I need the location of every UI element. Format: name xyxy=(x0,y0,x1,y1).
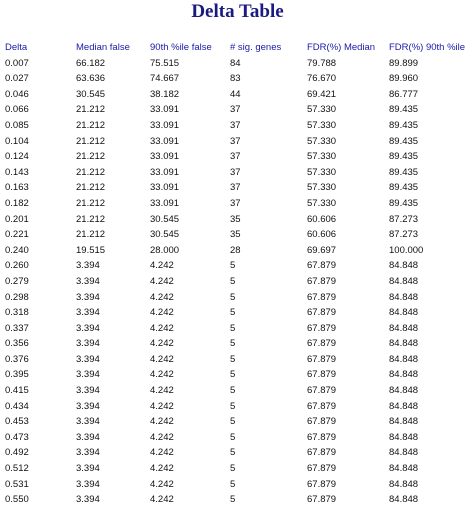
cell-delta: 0.550 xyxy=(5,494,29,506)
cell-90th-false: 33.091 xyxy=(150,182,180,194)
table-row xyxy=(5,134,475,150)
cell-median-false: 3.394 xyxy=(76,353,100,365)
column-header-fdr-90th: FDR(%) 90th %ile xyxy=(389,42,466,53)
table-row xyxy=(5,383,475,399)
cell-fdr-90th: 84.848 xyxy=(389,260,419,272)
cell-median-false: 3.394 xyxy=(76,400,100,412)
cell-median-false: 3.394 xyxy=(76,307,100,319)
cell-sig-genes: 5 xyxy=(230,416,236,428)
cell-90th-false: 33.091 xyxy=(150,166,180,178)
table-row xyxy=(5,227,475,243)
cell-median-false: 3.394 xyxy=(76,416,100,428)
cell-fdr-90th: 87.273 xyxy=(389,213,419,225)
cell-90th-false: 4.242 xyxy=(150,494,174,506)
table-row xyxy=(5,290,475,306)
cell-90th-false: 4.242 xyxy=(150,369,174,381)
cell-delta: 0.124 xyxy=(5,151,29,163)
table-row xyxy=(5,445,475,461)
cell-90th-false: 4.242 xyxy=(150,275,174,287)
cell-fdr-median: 57.330 xyxy=(307,104,337,116)
cell-sig-genes: 5 xyxy=(230,260,236,272)
column-header-median-false: Median false xyxy=(76,42,130,53)
cell-median-false: 3.394 xyxy=(76,385,100,397)
cell-delta: 0.143 xyxy=(5,166,29,178)
cell-fdr-median: 76.670 xyxy=(307,73,337,85)
cell-median-false: 3.394 xyxy=(76,369,100,381)
cell-delta: 0.473 xyxy=(5,431,29,443)
cell-fdr-median: 67.879 xyxy=(307,322,337,334)
cell-median-false: 3.394 xyxy=(76,431,100,443)
cell-delta: 0.104 xyxy=(5,135,29,147)
table-row xyxy=(5,399,475,415)
table-row xyxy=(5,274,475,290)
cell-sig-genes: 37 xyxy=(230,135,241,147)
delta-table xyxy=(5,40,475,508)
cell-fdr-90th: 84.848 xyxy=(389,275,419,287)
cell-median-false: 66.182 xyxy=(76,57,106,69)
cell-fdr-median: 79.788 xyxy=(307,57,337,69)
cell-90th-false: 33.091 xyxy=(150,197,180,209)
cell-median-false: 21.212 xyxy=(76,151,106,163)
table-row xyxy=(5,352,475,368)
cell-fdr-90th: 100.000 xyxy=(389,244,424,256)
cell-fdr-median: 67.879 xyxy=(307,275,337,287)
cell-fdr-90th: 84.848 xyxy=(389,291,419,303)
cell-delta: 0.531 xyxy=(5,478,29,490)
cell-90th-false: 4.242 xyxy=(150,291,174,303)
cell-fdr-median: 67.879 xyxy=(307,463,337,475)
table-row xyxy=(5,336,475,352)
table-row xyxy=(5,321,475,337)
cell-delta: 0.260 xyxy=(5,260,29,272)
table-row xyxy=(5,180,475,196)
cell-sig-genes: 35 xyxy=(230,229,241,241)
cell-fdr-median: 67.879 xyxy=(307,307,337,319)
cell-median-false: 19.515 xyxy=(76,244,106,256)
cell-fdr-median: 67.879 xyxy=(307,385,337,397)
cell-fdr-median: 69.697 xyxy=(307,244,337,256)
cell-fdr-90th: 87.273 xyxy=(389,229,419,241)
cell-median-false: 21.212 xyxy=(76,135,106,147)
cell-median-false: 21.212 xyxy=(76,104,106,116)
cell-fdr-median: 67.879 xyxy=(307,353,337,365)
cell-sig-genes: 5 xyxy=(230,322,236,334)
cell-fdr-90th: 84.848 xyxy=(389,369,419,381)
table-row xyxy=(5,414,475,430)
cell-delta: 0.318 xyxy=(5,307,29,319)
column-header-delta: Delta xyxy=(5,42,28,53)
cell-fdr-median: 57.330 xyxy=(307,151,337,163)
cell-median-false: 3.394 xyxy=(76,463,100,475)
cell-fdr-90th: 86.777 xyxy=(389,88,419,100)
cell-90th-false: 4.242 xyxy=(150,416,174,428)
cell-fdr-median: 67.879 xyxy=(307,494,337,506)
cell-90th-false: 4.242 xyxy=(150,447,174,459)
cell-fdr-90th: 89.899 xyxy=(389,57,419,69)
cell-fdr-90th: 84.848 xyxy=(389,385,419,397)
table-row xyxy=(5,258,475,274)
table-row xyxy=(5,305,475,321)
cell-delta: 0.279 xyxy=(5,275,29,287)
cell-delta: 0.453 xyxy=(5,416,29,428)
cell-sig-genes: 37 xyxy=(230,119,241,131)
cell-90th-false: 74.667 xyxy=(150,73,180,85)
table-row xyxy=(5,492,475,508)
cell-sig-genes: 35 xyxy=(230,213,241,225)
cell-90th-false: 30.545 xyxy=(150,229,180,241)
cell-fdr-median: 57.330 xyxy=(307,182,337,194)
cell-median-false: 21.212 xyxy=(76,197,106,209)
cell-delta: 0.201 xyxy=(5,213,29,225)
cell-delta: 0.512 xyxy=(5,463,29,475)
table-row xyxy=(5,56,475,72)
cell-fdr-median: 67.879 xyxy=(307,369,337,381)
cell-delta: 0.221 xyxy=(5,229,29,241)
cell-fdr-90th: 89.435 xyxy=(389,104,419,116)
cell-fdr-median: 67.879 xyxy=(307,416,337,428)
table-row xyxy=(5,87,475,103)
cell-90th-false: 4.242 xyxy=(150,353,174,365)
cell-90th-false: 4.242 xyxy=(150,478,174,490)
cell-fdr-90th: 89.435 xyxy=(389,135,419,147)
cell-fdr-median: 67.879 xyxy=(307,260,337,272)
cell-fdr-median: 67.879 xyxy=(307,478,337,490)
cell-median-false: 30.545 xyxy=(76,88,106,100)
cell-median-false: 3.394 xyxy=(76,291,100,303)
cell-sig-genes: 5 xyxy=(230,338,236,350)
cell-90th-false: 28.000 xyxy=(150,244,180,256)
cell-fdr-90th: 89.435 xyxy=(389,119,419,131)
cell-median-false: 3.394 xyxy=(76,275,100,287)
cell-delta: 0.240 xyxy=(5,244,29,256)
cell-sig-genes: 83 xyxy=(230,73,241,85)
column-header-90th-false: 90th %ile false xyxy=(150,42,212,53)
cell-delta: 0.163 xyxy=(5,182,29,194)
cell-fdr-median: 67.879 xyxy=(307,338,337,350)
cell-sig-genes: 28 xyxy=(230,244,241,256)
cell-sig-genes: 5 xyxy=(230,369,236,381)
cell-fdr-90th: 89.960 xyxy=(389,73,419,85)
cell-90th-false: 4.242 xyxy=(150,260,174,272)
cell-fdr-median: 57.330 xyxy=(307,197,337,209)
cell-delta: 0.356 xyxy=(5,338,29,350)
cell-delta: 0.337 xyxy=(5,322,29,334)
cell-90th-false: 33.091 xyxy=(150,104,180,116)
column-header-sig-genes: # sig. genes xyxy=(230,42,282,53)
page-title: Delta Table xyxy=(191,1,284,22)
cell-median-false: 3.394 xyxy=(76,338,100,350)
cell-fdr-90th: 89.435 xyxy=(389,151,419,163)
table-row xyxy=(5,165,475,181)
cell-median-false: 21.212 xyxy=(76,213,106,225)
cell-median-false: 21.212 xyxy=(76,166,106,178)
column-header-fdr-median: FDR(%) Median xyxy=(307,42,376,53)
cell-fdr-median: 69.421 xyxy=(307,88,337,100)
cell-sig-genes: 37 xyxy=(230,197,241,209)
cell-fdr-median: 67.879 xyxy=(307,447,337,459)
cell-90th-false: 33.091 xyxy=(150,151,180,163)
cell-delta: 0.376 xyxy=(5,353,29,365)
cell-sig-genes: 37 xyxy=(230,166,241,178)
cell-sig-genes: 5 xyxy=(230,431,236,443)
cell-fdr-90th: 84.848 xyxy=(389,494,419,506)
cell-90th-false: 30.545 xyxy=(150,213,180,225)
cell-90th-false: 75.515 xyxy=(150,57,180,69)
cell-fdr-median: 67.879 xyxy=(307,431,337,443)
table-body xyxy=(5,56,475,508)
cell-fdr-median: 57.330 xyxy=(307,119,337,131)
cell-90th-false: 4.242 xyxy=(150,322,174,334)
cell-delta: 0.046 xyxy=(5,88,29,100)
cell-fdr-90th: 84.848 xyxy=(389,463,419,475)
cell-median-false: 3.394 xyxy=(76,478,100,490)
cell-sig-genes: 5 xyxy=(230,291,236,303)
cell-fdr-90th: 84.848 xyxy=(389,400,419,412)
table-row xyxy=(5,71,475,87)
cell-90th-false: 33.091 xyxy=(150,119,180,131)
cell-fdr-90th: 84.848 xyxy=(389,338,419,350)
table-row xyxy=(5,196,475,212)
cell-90th-false: 4.242 xyxy=(150,338,174,350)
cell-sig-genes: 5 xyxy=(230,463,236,475)
cell-90th-false: 4.242 xyxy=(150,463,174,475)
cell-fdr-90th: 84.848 xyxy=(389,478,419,490)
cell-delta: 0.085 xyxy=(5,119,29,131)
cell-delta: 0.395 xyxy=(5,369,29,381)
table-row xyxy=(5,461,475,477)
cell-fdr-median: 60.606 xyxy=(307,213,337,225)
cell-delta: 0.492 xyxy=(5,447,29,459)
cell-sig-genes: 5 xyxy=(230,400,236,412)
cell-sig-genes: 5 xyxy=(230,353,236,365)
cell-fdr-90th: 84.848 xyxy=(389,431,419,443)
cell-fdr-90th: 84.848 xyxy=(389,322,419,334)
table-row xyxy=(5,118,475,134)
cell-fdr-90th: 84.848 xyxy=(389,447,419,459)
table-row xyxy=(5,212,475,228)
cell-delta: 0.007 xyxy=(5,57,29,69)
cell-fdr-median: 60.606 xyxy=(307,229,337,241)
cell-median-false: 21.212 xyxy=(76,119,106,131)
cell-90th-false: 33.091 xyxy=(150,135,180,147)
cell-90th-false: 4.242 xyxy=(150,307,174,319)
cell-sig-genes: 5 xyxy=(230,478,236,490)
cell-sig-genes: 37 xyxy=(230,151,241,163)
table-row xyxy=(5,102,475,118)
cell-median-false: 3.394 xyxy=(76,322,100,334)
cell-fdr-median: 57.330 xyxy=(307,135,337,147)
cell-sig-genes: 37 xyxy=(230,182,241,194)
cell-fdr-90th: 89.435 xyxy=(389,197,419,209)
cell-delta: 0.415 xyxy=(5,385,29,397)
cell-90th-false: 38.182 xyxy=(150,88,180,100)
cell-sig-genes: 5 xyxy=(230,494,236,506)
cell-sig-genes: 84 xyxy=(230,57,241,69)
cell-median-false: 63.636 xyxy=(76,73,106,85)
table-row xyxy=(5,367,475,383)
cell-fdr-90th: 84.848 xyxy=(389,307,419,319)
cell-delta: 0.027 xyxy=(5,73,29,85)
cell-median-false: 3.394 xyxy=(76,260,100,272)
cell-median-false: 21.212 xyxy=(76,229,106,241)
cell-90th-false: 4.242 xyxy=(150,431,174,443)
cell-sig-genes: 37 xyxy=(230,104,241,116)
table-row xyxy=(5,430,475,446)
table-row xyxy=(5,149,475,165)
cell-delta: 0.298 xyxy=(5,291,29,303)
cell-delta: 0.434 xyxy=(5,400,29,412)
cell-fdr-90th: 84.848 xyxy=(389,353,419,365)
cell-90th-false: 4.242 xyxy=(150,400,174,412)
cell-fdr-median: 57.330 xyxy=(307,166,337,178)
cell-sig-genes: 5 xyxy=(230,275,236,287)
table-row xyxy=(5,243,475,259)
cell-fdr-median: 67.879 xyxy=(307,291,337,303)
cell-delta: 0.066 xyxy=(5,104,29,116)
cell-median-false: 3.394 xyxy=(76,447,100,459)
cell-median-false: 21.212 xyxy=(76,182,106,194)
cell-median-false: 3.394 xyxy=(76,494,100,506)
cell-sig-genes: 5 xyxy=(230,385,236,397)
cell-sig-genes: 5 xyxy=(230,447,236,459)
cell-90th-false: 4.242 xyxy=(150,385,174,397)
cell-fdr-90th: 84.848 xyxy=(389,416,419,428)
cell-fdr-90th: 89.435 xyxy=(389,166,419,178)
cell-fdr-90th: 89.435 xyxy=(389,182,419,194)
cell-sig-genes: 44 xyxy=(230,88,241,100)
table-header-row xyxy=(5,40,475,56)
cell-sig-genes: 5 xyxy=(230,307,236,319)
cell-delta: 0.182 xyxy=(5,197,29,209)
cell-fdr-median: 67.879 xyxy=(307,400,337,412)
